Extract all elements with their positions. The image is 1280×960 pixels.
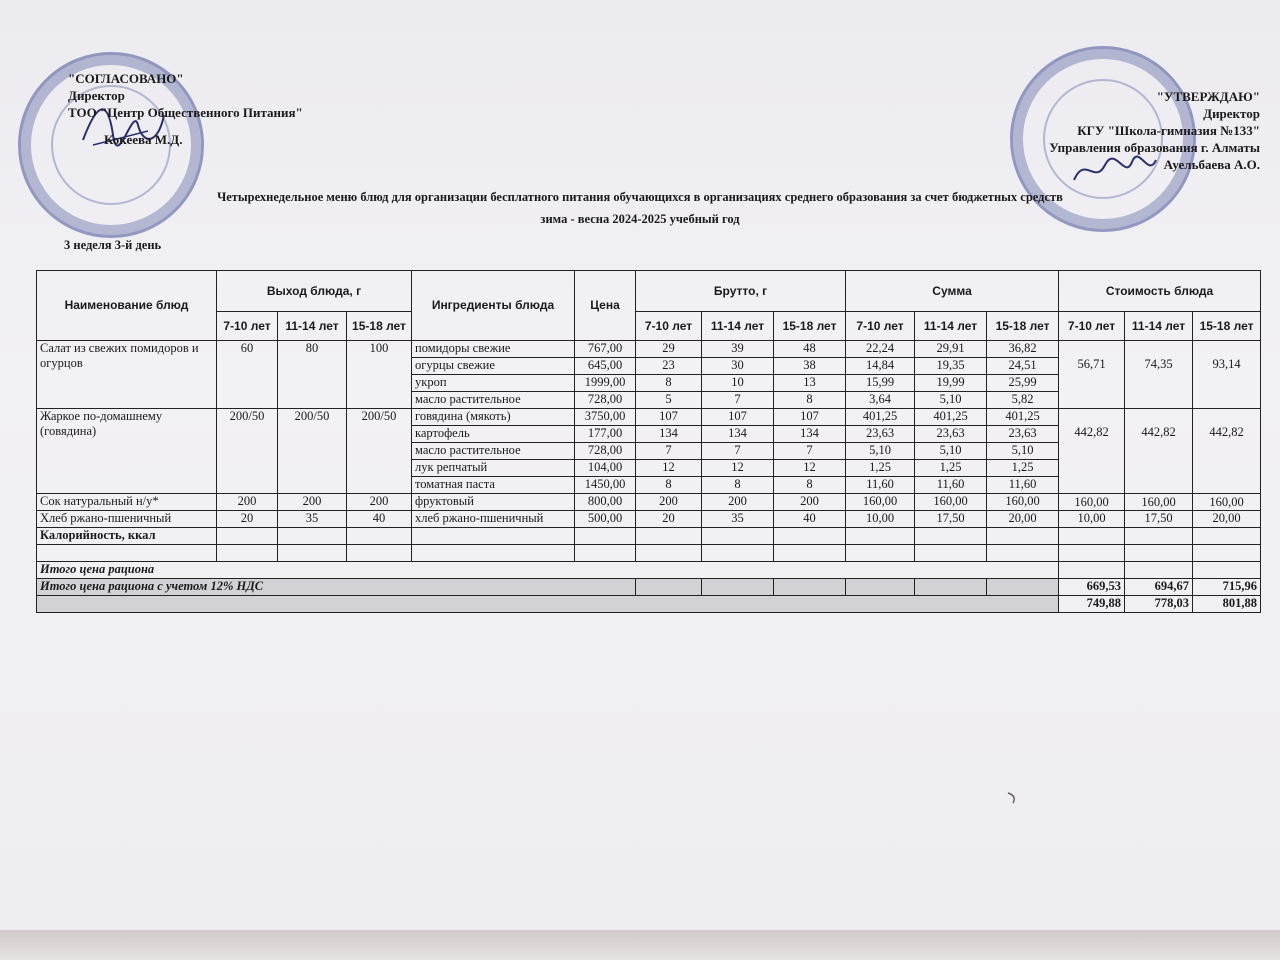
header-cost-age3: 15-18 лет [1193,312,1261,341]
calories-label: Калорийность, ккал [37,528,217,545]
ingredient-price: 1450,00 [575,477,636,494]
day-label: 3 неделя 3-й день [64,238,162,252]
cost-cell: 56,71 [1059,341,1125,409]
brutto-cell: 30 [702,358,774,375]
ingredient-price: 1999,00 [575,375,636,392]
dish-output: 200 [347,494,412,511]
approval-left-line2: Директор [68,88,125,103]
sum-cell: 19,35 [915,358,987,375]
ingredient-name: лук репчатый [412,460,575,477]
ingredient-price: 728,00 [575,392,636,409]
dish-output: 60 [217,341,278,409]
blank-row [37,545,1261,562]
sum-cell: 22,24 [846,341,915,358]
brutto-cell: 13 [774,375,846,392]
header-cost: Стоимость блюда [1059,271,1261,312]
approval-left-line4: Кокеева М.Д. [104,132,183,147]
dish-name: Салат из свежих помидоров и огурцов [37,341,217,409]
approval-left [68,70,303,148]
cost-cell: 74,35 [1125,341,1193,409]
brutto-cell: 38 [774,358,846,375]
total-value: 669,53 [1059,579,1125,596]
header-brutto: Брутто, г [636,271,846,312]
brutto-cell: 8 [636,375,702,392]
header-sum-age2: 11-14 лет [915,312,987,341]
ingredient-name: томатная паста [412,477,575,494]
sum-cell: 160,00 [987,494,1059,511]
header-sum-age1: 7-10 лет [846,312,915,341]
total-vat-row [37,579,1261,596]
header-output-age2: 11-14 лет [278,312,347,341]
dish-name: Сок натуральный н/у* [37,494,217,511]
sum-cell: 23,63 [987,426,1059,443]
cost-cell: 160,00 [1059,494,1125,511]
sum-cell: 11,60 [987,477,1059,494]
sum-cell: 401,25 [846,409,915,426]
ingredient-name: огурцы свежие [412,358,575,375]
ingredient-name: хлеб ржано-пшеничный [412,511,575,528]
header-cost-age2: 11-14 лет [1125,312,1193,341]
dish-output: 200/50 [217,409,278,494]
brutto-cell: 12 [636,460,702,477]
ingredient-price: 177,00 [575,426,636,443]
calories-row [37,528,1261,545]
brutto-cell: 48 [774,341,846,358]
sum-cell: 23,63 [915,426,987,443]
document-title: Четырехнедельное меню блюд для организации бесплатного питания обучающихся в организациях среднего образования за счет бюджетных средств [217,190,1063,204]
cost-cell: 93,14 [1193,341,1261,409]
total-vat-label: Итого цена рациона с учетом 12% НДС [37,579,636,596]
dish-name: Хлеб ржано-пшеничный [37,511,217,528]
sum-cell: 160,00 [915,494,987,511]
dish-output: 200/50 [278,409,347,494]
ingredient-name: масло растительное [412,392,575,409]
ingredient-name: фруктовый [412,494,575,511]
total-vat-value: 778,03 [1125,596,1193,613]
approval-left-line1: "СОГЛАСОВАНО" [68,71,184,86]
sum-cell: 3,64 [846,392,915,409]
cost-cell: 10,00 [1059,511,1125,528]
brutto-cell: 8 [702,477,774,494]
approval-right [1040,88,1260,173]
brutto-cell: 39 [702,341,774,358]
menu-table [36,270,1261,613]
sum-cell: 29,91 [915,341,987,358]
total-vat-value: 801,88 [1193,596,1261,613]
brutto-cell: 20 [636,511,702,528]
sum-cell: 5,10 [915,443,987,460]
header-brutto-age2: 11-14 лет [702,312,774,341]
dish-output: 20 [217,511,278,528]
dish-output: 200 [217,494,278,511]
brutto-cell: 23 [636,358,702,375]
cost-cell: 442,82 [1059,409,1125,494]
header-sum-age3: 15-18 лет [987,312,1059,341]
brutto-cell: 35 [702,511,774,528]
brutto-cell: 12 [702,460,774,477]
brutto-cell: 107 [702,409,774,426]
ingredient-price: 767,00 [575,341,636,358]
dish-output: 80 [278,341,347,409]
sum-cell: 1,25 [987,460,1059,477]
total-label: Итого цена рациона [37,562,1059,579]
dish-name: Жаркое по-домашнему (говядина) [37,409,217,494]
ingredient-price: 104,00 [575,460,636,477]
ingredient-name: картофель [412,426,575,443]
sum-cell: 11,60 [846,477,915,494]
sum-cell: 1,25 [846,460,915,477]
sum-cell: 25,99 [987,375,1059,392]
approval-right-line5: Ауельбаева А.О. [1163,157,1260,172]
total-vat-values-row [37,596,1261,613]
cost-cell: 20,00 [1193,511,1261,528]
sum-cell: 5,10 [987,443,1059,460]
dish-output: 35 [278,511,347,528]
sum-cell: 5,10 [915,392,987,409]
brutto-cell: 8 [774,477,846,494]
header-ingredients: Ингредиенты блюда [412,271,575,341]
table-row [37,341,1261,358]
cost-cell: 442,82 [1193,409,1261,494]
header-dish-name: Наименование блюд [37,271,217,341]
sum-cell: 401,25 [915,409,987,426]
ingredient-name: масло растительное [412,443,575,460]
sum-cell: 36,82 [987,341,1059,358]
ingredient-price: 500,00 [575,511,636,528]
ingredient-price: 3750,00 [575,409,636,426]
cost-cell: 442,82 [1125,409,1193,494]
brutto-cell: 200 [636,494,702,511]
cost-cell: 17,50 [1125,511,1193,528]
brutto-cell: 29 [636,341,702,358]
brutto-cell: 134 [636,426,702,443]
brutto-cell: 7 [702,443,774,460]
table-row [37,409,1261,426]
sum-cell: 5,10 [846,443,915,460]
brutto-cell: 7 [702,392,774,409]
brutto-cell: 200 [774,494,846,511]
brutto-cell: 8 [774,392,846,409]
approval-right-line2: Директор [1203,106,1260,121]
brutto-cell: 200 [702,494,774,511]
cost-cell: 160,00 [1125,494,1193,511]
header-price: Цена [575,271,636,341]
brutto-cell: 12 [774,460,846,477]
sum-cell: 17,50 [915,511,987,528]
ingredient-price: 728,00 [575,443,636,460]
pen-mark [1005,790,1025,806]
document-subtitle: зима - весна 2024-2025 учебный год [540,212,740,226]
sum-cell: 15,99 [846,375,915,392]
header-output-age1: 7-10 лет [217,312,278,341]
sum-cell: 19,99 [915,375,987,392]
header-output: Выход блюда, г [217,271,412,312]
sum-cell: 401,25 [987,409,1059,426]
brutto-cell: 10 [702,375,774,392]
brutto-cell: 7 [774,443,846,460]
sum-cell: 1,25 [915,460,987,477]
total-row [37,562,1261,579]
dish-output: 200 [278,494,347,511]
header-brutto-age1: 7-10 лет [636,312,702,341]
sum-cell: 10,00 [846,511,915,528]
brutto-cell: 40 [774,511,846,528]
brutto-cell: 107 [774,409,846,426]
cost-cell: 160,00 [1193,494,1261,511]
dish-output: 100 [347,341,412,409]
sum-cell: 160,00 [846,494,915,511]
brutto-cell: 134 [774,426,846,443]
dish-output: 40 [347,511,412,528]
sum-cell: 5,82 [987,392,1059,409]
sum-cell: 23,63 [846,426,915,443]
table-row [37,511,1261,528]
header-brutto-age3: 15-18 лет [774,312,846,341]
total-value: 694,67 [1125,579,1193,596]
page-bottom-edge [0,930,1280,960]
brutto-cell: 107 [636,409,702,426]
approval-right-line1: "УТВЕРЖДАЮ" [1156,89,1260,104]
brutto-cell: 8 [636,477,702,494]
brutto-cell: 7 [636,443,702,460]
dish-output: 200/50 [347,409,412,494]
header-cost-age1: 7-10 лет [1059,312,1125,341]
table-row [37,494,1261,511]
sum-cell: 20,00 [987,511,1059,528]
ingredient-price: 645,00 [575,358,636,375]
ingredient-name: укроп [412,375,575,392]
sum-cell: 14,84 [846,358,915,375]
header-sum: Сумма [846,271,1059,312]
ingredient-name: говядина (мякоть) [412,409,575,426]
sum-cell: 24,51 [987,358,1059,375]
sum-cell: 11,60 [915,477,987,494]
approval-left-line3: ТОО "Центр Общественного Питания" [68,105,303,120]
header-output-age3: 15-18 лет [347,312,412,341]
approval-right-line4: Управления образования г. Алматы [1049,140,1260,155]
ingredient-price: 800,00 [575,494,636,511]
approval-right-line3: КГУ "Школа-гимназия №133" [1077,123,1260,138]
ingredient-name: помидоры свежие [412,341,575,358]
total-vat-value: 749,88 [1059,596,1125,613]
brutto-cell: 5 [636,392,702,409]
total-value: 715,96 [1193,579,1261,596]
brutto-cell: 134 [702,426,774,443]
